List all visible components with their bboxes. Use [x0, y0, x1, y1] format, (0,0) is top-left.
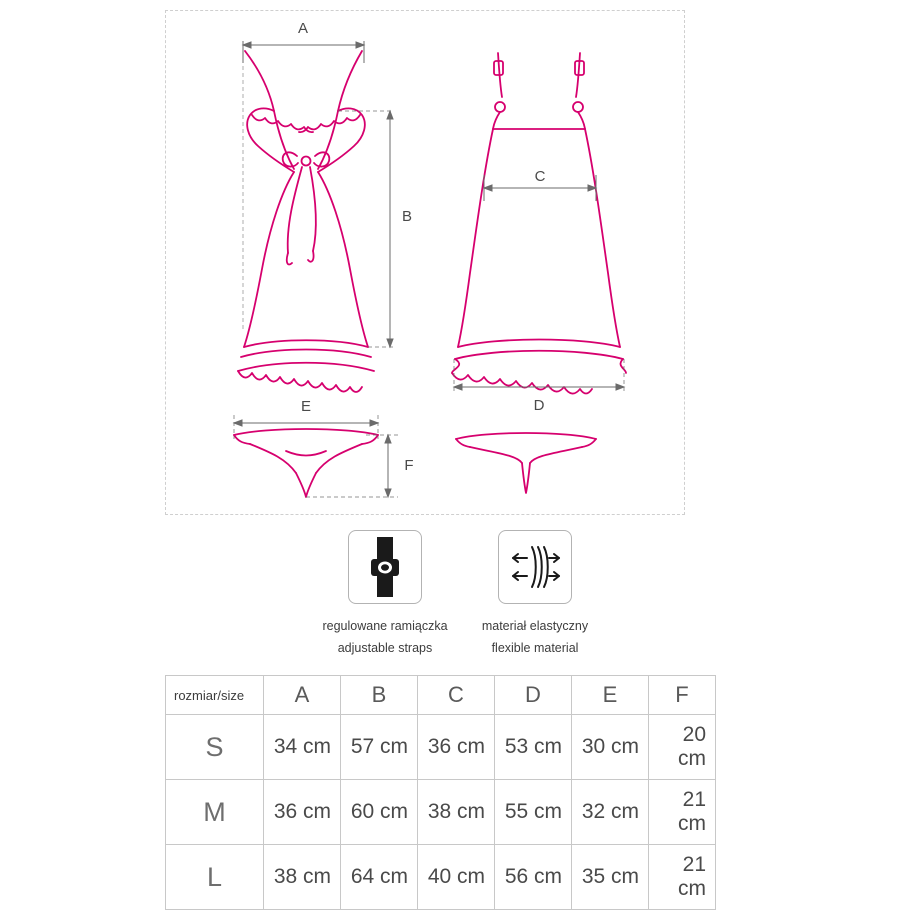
cell-l-c: 40 cm	[418, 845, 495, 910]
cell-l-f: 21 cm	[649, 845, 716, 910]
elastic-material-icon	[498, 530, 572, 604]
size-table	[165, 675, 716, 910]
garment-drawing-panel	[165, 10, 685, 515]
header-col-c: C	[418, 676, 495, 715]
size-table-body	[166, 715, 716, 910]
cell-m-f: 21 cm	[649, 780, 716, 845]
table-row	[166, 780, 716, 845]
dim-label-e: E	[300, 398, 312, 415]
table-header-row	[166, 676, 716, 715]
feature-caption-en: flexible material	[491, 640, 579, 655]
header-col-a: A	[264, 676, 341, 715]
cell-s-e: 30 cm	[572, 715, 649, 780]
dim-label-b: B	[401, 208, 413, 225]
adjustable-strap-icon	[348, 530, 422, 604]
feature-icons	[320, 530, 600, 660]
cell-s-d: 53 cm	[495, 715, 572, 780]
dim-label-f: F	[404, 457, 414, 474]
dim-label-a: A	[297, 20, 309, 37]
header-col-b: B	[341, 676, 418, 715]
cell-m-e: 32 cm	[572, 780, 649, 845]
cell-l-e: 35 cm	[572, 845, 649, 910]
header-size-label: rozmiar/size	[166, 676, 264, 715]
cell-s-f: 20 cm	[649, 715, 716, 780]
garment-technical-drawing	[166, 11, 684, 514]
cell-l-d: 56 cm	[495, 845, 572, 910]
row-size-s: S	[166, 715, 264, 780]
header-col-e: E	[572, 676, 649, 715]
feature-adjustable-straps	[320, 530, 450, 660]
table-row	[166, 715, 716, 780]
size-table-head	[166, 676, 716, 715]
dim-label-c: C	[534, 168, 546, 185]
cell-m-a: 36 cm	[264, 780, 341, 845]
row-size-l: L	[166, 845, 264, 910]
dim-label-d: D	[533, 397, 545, 414]
feature-flexible-material	[470, 530, 600, 660]
cell-s-c: 36 cm	[418, 715, 495, 780]
feature-caption-pl: regulowane ramiączka	[322, 619, 448, 633]
cell-s-b: 57 cm	[341, 715, 418, 780]
row-size-m: M	[166, 780, 264, 845]
header-col-d: D	[495, 676, 572, 715]
cell-s-a: 34 cm	[264, 715, 341, 780]
cell-m-b: 60 cm	[341, 780, 418, 845]
cell-m-c: 38 cm	[418, 780, 495, 845]
cell-l-b: 64 cm	[341, 845, 418, 910]
header-col-f: F	[649, 676, 716, 715]
cell-m-d: 55 cm	[495, 780, 572, 845]
feature-caption-en: adjustable straps	[337, 640, 433, 655]
feature-caption-pl: materiał elastyczny	[481, 619, 589, 633]
cell-l-a: 38 cm	[264, 845, 341, 910]
